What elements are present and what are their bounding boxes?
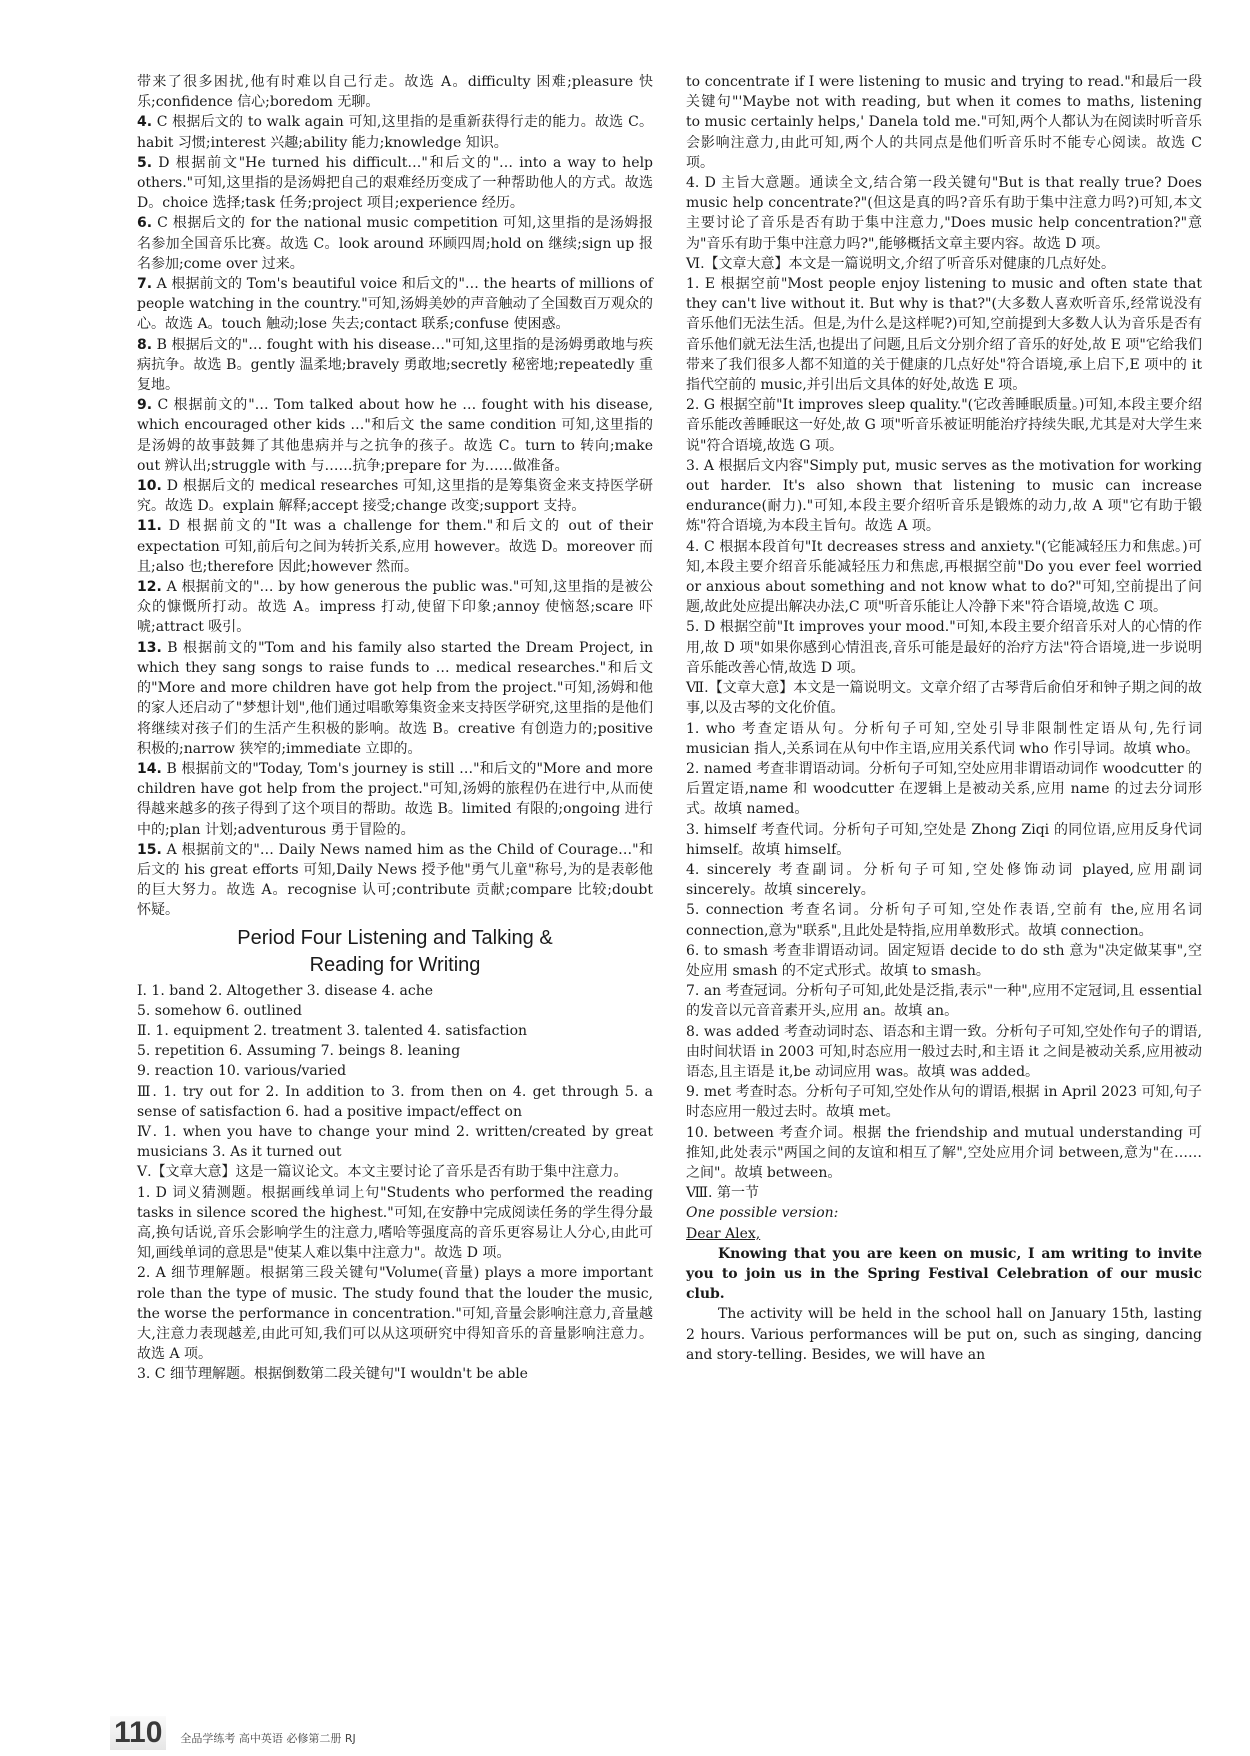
answer-text: Ⅴ.【文章大意】这是一篇议论文。本文主要讨论了音乐是否有助于集中注意力。 — [137, 1164, 628, 1181]
answer-text: 4. sincerely 考查副词。分析句子可知,空处修饰动词 played,应用副词 sincerely。故填 sincerely。 — [686, 861, 1202, 899]
footer-text: 全品学练考 高中英语 必修第二册 RJ — [180, 1732, 356, 1745]
item-number: 6. — [137, 215, 153, 232]
answer-text: 2. A 细节理解题。根据第三段关键句"Volume(音量) plays a more important role than the type of music. The study found that the louder the music, the worse the performance in concentration."可知,音量会影响注意力,音量越大,注意力表现越差,由此可知,我们可以从这项研究中得知音乐的音量影响注意力。故选 A 项。 — [137, 1265, 653, 1363]
item-number: 5. — [137, 154, 153, 171]
answer-text: 2. G 根据空前"It improves sleep quality."(它改善睡眠质量。)可知,本段主要介绍音乐能改善睡眠这一好处,故 G 项"听音乐被证明能治疗持续失眠,尤其是对大学生来说"符合语境,故选 G 项。 — [686, 397, 1202, 454]
item-number: 8. — [137, 336, 153, 353]
answer-text: 9. reaction 10. various/varied — [137, 1063, 347, 1080]
answer-paragraph — [137, 981, 653, 1001]
answer-paragraph — [686, 537, 1202, 618]
item-number: 9. — [137, 397, 153, 414]
letter-salutation: Dear Alex, — [686, 1225, 761, 1242]
item-number: 7. — [137, 276, 153, 293]
item-number: 14. — [137, 760, 162, 777]
answer-text: 5. D 根据空前"It improves your mood."可知,本段主要介绍音乐对人的心情的作用,故 D 项"如果你感到心情沮丧,音乐可能是最好的治疗方法"符合语境,进一步说明音乐能改善心情,故选 D 项。 — [686, 619, 1202, 676]
answer-paragraph — [686, 173, 1202, 254]
answer-paragraph — [137, 395, 653, 476]
answer-paragraph — [137, 213, 653, 274]
answer-paragraph — [137, 577, 653, 638]
version-label: One possible version: — [686, 1205, 839, 1222]
left-block1 — [137, 72, 653, 921]
page-footer — [110, 1716, 356, 1750]
answer-text: 3. C 细节理解题。根据倒数第二段关键句"I wouldn't be able — [137, 1366, 528, 1383]
answer-text: to concentrate if I were listening to music and trying to read."和最后一段关键句"'Maybe not with reading, but when it comes to maths, listening to music certainly helps,' Danela told me."可知,两个人都认为在阅读时听音乐会影响注意力,由此可知,两个人的共同点是他们听音乐时不能专心阅读。故选 C 项。 — [686, 74, 1202, 171]
answer-text: Ⅲ. 1. try out for 2. In addition to 3. from then on 4. get through 5. a sense of satisfaction 6. had a positive impact/effect on — [137, 1083, 653, 1120]
answer-text: 1. D 词义猜测题。根据画线单词上句"Students who performed the reading tasks in silence scored the highest."可知,在安静中完成阅读任务的学生得分最高,换句话说,音乐会影响学生的注意力,嗜哈等强度高的音乐更容易让人分心,由此可知,画线单词的意思是"使某人难以集中注意力"。故选 D 项。 — [137, 1184, 653, 1262]
item-number: 12. — [137, 579, 162, 596]
answer-paragraph — [686, 759, 1202, 820]
answer-text: B 根据后文的"… fought with his disease…"可知,这里指的是汤姆勇敢地与疾病抗争。故选 B。gently 温柔地;bravely 勇敢地;secretly 秘密地;repeatedly 重复地。 — [137, 336, 654, 394]
item-number: 10. — [137, 478, 162, 495]
answer-text: 4. C 根据本段首句"It decreases stress and anxiety."(它能减轻压力和焦虑。)可知,本段主要介绍音乐能减轻压力和焦虑,再根据空前"Do you ever feel worried or anxious about something and not know what to do?"可知,空前提出了问题,故此处应提出解决办法,C 项"听音乐能让人冷静下来"符合语境,故选 C 项。 — [686, 538, 1202, 616]
answer-paragraph — [686, 1183, 1202, 1203]
answer-text: B 根据前文的"Tom and his family also started the Dream Project, in which they sang songs to raise funds to … medical researches."和后文的"More and more children have got help from the project."可知,汤姆和他的家人还启动了"梦想计划",他们通过唱歌筹集资金来支持医学研究,这里指的是他们将继续对孩子们的生活产生积极的影响。故选 B。creative 有创造力的;positive 积极的;narrow 狭窄的;immediate 立即的。 — [137, 639, 653, 757]
answer-text: D 根据后文的 medical researches 可知,这里指的是筹集资金来支持医学研究。故选 D。explain 解释;accept 接受;change 改变;support 支持。 — [137, 478, 654, 515]
answer-paragraph — [686, 941, 1202, 981]
answer-text: Ⅵ.【文章大意】本文是一篇说明文,介绍了听音乐对健康的几点好处。 — [686, 255, 1115, 272]
right-column — [686, 72, 1202, 1365]
answer-text: 3. A 根据后文内容"Simply put, music serves as the motivation for working out harder. It's also shown that listening to music can increase endurance(耐力)."可知,本段主要介绍听音乐是锻炼的动力,故 A 项"它有助于锻炼"符合语境,为本段主旨句。故选 A 项。 — [686, 457, 1202, 535]
left-block2 — [137, 981, 653, 1385]
answer-paragraph — [686, 456, 1202, 537]
answer-paragraph — [686, 72, 1202, 173]
answer-paragraph — [686, 719, 1202, 759]
answer-paragraph — [137, 1041, 653, 1061]
item-number: 15. — [137, 841, 162, 858]
answer-text: Ⅱ. 1. equipment 2. treatment 3. talented 4. satisfaction — [137, 1022, 528, 1039]
answer-text: 8. was added 考查动词时态、语态和主谓一致。分析句子可知,空处作句子的谓语,由时间状语 in 2003 可知,时态应用一般过去时,和主语 it 之间是被动关系,应用被动语态,且主语是 it,be 动词应用 was。故填 was added。 — [686, 1023, 1202, 1080]
left-column — [137, 72, 653, 1385]
answer-text: 7. an 考查冠词。分析句子可知,此处是泛指,表示"一种",应用不定冠词,且 essential 的发音以元音音素开头,应用 an。故填 an。 — [686, 983, 1202, 1020]
letter-paragraph-2: The activity will be held in the school hall on January 15th, lasting 2 hours. Various performances will be put on, such as singing, dancing and story-telling. Besides, we will have an — [686, 1306, 1202, 1363]
answer-paragraph — [137, 1162, 653, 1182]
answer-text: 5. repetition 6. Assuming 7. beings 8. leaning — [137, 1043, 461, 1060]
answer-text: 4. D 主旨大意题。通读全文,结合第一段关键句"But is that really true? Does music help concentrate?"(但这是真的吗?音乐有助于集中注意力吗?)可知,本文主要讨论了音乐是否有助于集中注意力,"Does music help concentration?"意为"音乐有助于集中注意力吗?",能够概括文章主要内容。故选 D 项。 — [686, 175, 1202, 252]
answer-paragraph — [137, 1061, 653, 1081]
period-title-line1: Period Four Listening and Talking & — [237, 926, 553, 949]
answer-paragraph — [686, 254, 1202, 274]
answer-paragraph — [137, 1183, 653, 1264]
answer-text: Ⅶ.【文章大意】本文是一篇说明文。文章介绍了古琴背后俞伯牙和钟子期之间的故事,以及古琴的文化价值。 — [686, 680, 1202, 717]
answer-paragraph — [137, 516, 653, 577]
answer-text: Ⅰ. 1. band 2. Altogether 3. disease 4. ache — [137, 982, 434, 999]
answer-paragraph — [137, 840, 653, 921]
answer-paragraph — [137, 1082, 653, 1122]
answer-paragraph — [137, 638, 653, 759]
answer-paragraph — [686, 860, 1202, 900]
answer-text: 1. who 考查定语从句。分析句子可知,空处引导非限制性定语从句,先行词 musician 指人,关系词在从句中作主语,应用关系代词 who 作引导词。故填 who。 — [686, 720, 1202, 757]
answer-text: 5. somehow 6. outlined — [137, 1002, 302, 1019]
answer-text: A 根据前文的 Tom's beautiful voice 和后文的"… the hearts of millions of people watching in the country."可知,汤姆美妙的声音触动了全国数百万观众的心。故选 A。touch 触动;lose 失去;contact 联系;confuse 使困惑。 — [137, 276, 653, 333]
answer-paragraph — [137, 72, 653, 112]
answer-paragraph — [686, 617, 1202, 678]
answer-paragraph — [137, 1001, 653, 1021]
answer-text: 带来了很多困扰,他有时难以自己行走。故选 A。difficulty 困难;pleasure 快乐;confidence 信心;boredom 无聊。 — [137, 74, 653, 111]
answer-paragraph — [137, 1021, 653, 1041]
answer-paragraph — [137, 335, 653, 396]
answer-paragraph — [137, 274, 653, 335]
period-title-line2: Reading for Writing — [309, 953, 481, 976]
answer-paragraph — [686, 820, 1202, 860]
answer-text: Ⅷ. 第一节 — [686, 1185, 759, 1202]
answer-text: C 根据后文的 for the national music competition 可知,这里指的是汤姆报名参加全国音乐比赛。故选 C。look around 环顾四周;hold on 继续;sign up 报名参加;come over 过来。 — [137, 215, 653, 272]
answer-text: 2. named 考查非谓语动词。分析句子可知,空处应用非谓语动词作 woodcutter 的后置定语,name 和 woodcutter 在逻辑上是被动关系,应用 name 的过去分词形式。故填 named。 — [686, 760, 1202, 818]
answer-text: 5. connection 考查名词。分析句子可知,空处作表语,空前有 the,应用名词 connection,意为"联系",且此处是特指,应用单数形式。故填 connection。 — [686, 902, 1202, 939]
answer-text: C 根据后文的 to walk again 可知,这里指的是重新获得行走的能力。故选 C。habit 习惯;interest 兴趣;ability 能力;knowledge 知识。 — [137, 114, 654, 151]
answer-paragraph — [137, 112, 653, 152]
answer-text: A 根据前文的"… Daily News named him as the Child of Courage…"和后文的 his great efforts 可知,Daily News 授予他"勇气儿童"称号,为的是表彰他的巨大努力。故选 A。recognise 认可;contribute 贡献;compare 比较;doubt 怀疑。 — [137, 841, 653, 919]
answer-paragraph — [686, 1022, 1202, 1083]
answer-paragraph — [137, 476, 653, 516]
answer-paragraph — [686, 1082, 1202, 1122]
answer-paragraph — [686, 395, 1202, 456]
answer-text: B 根据前文的"Today, Tom's journey is still …"和后文的"More and more children have got help from the project."可知,汤姆的旅程仍在进行中,从而使得越来越多的孩子得到了这个项目的帮助。故选 B。limited 有限的;ongoing 进行中的;plan 计划;adventurous 勇于冒险的。 — [137, 760, 654, 838]
answer-text: 6. to smash 考查非谓语动词。固定短语 decide to do sth 意为"决定做某事",空处应用 smash 的不定式形式。故填 to smash。 — [686, 942, 1202, 979]
answer-paragraph — [137, 1263, 653, 1364]
answer-text: 3. himself 考查代词。分析句子可知,空处是 Zhong Ziqi 的同位语,应用反身代词 himself。故填 himself。 — [686, 821, 1202, 858]
item-number: 13. — [137, 639, 162, 656]
answer-text: D 根据前文"He turned his difficult…"和后文的"… into a way to help others."可知,这里指的是汤姆把自己的艰难经历变成了一种帮助他人的方式。故选 D。choice 选择;task 任务;project 项目;experience 经历。 — [137, 154, 654, 212]
right-block1 — [686, 72, 1202, 1203]
answer-paragraph — [137, 1122, 653, 1162]
answer-paragraph — [686, 981, 1202, 1021]
answer-text: 1. E 根据空前"Most people enjoy listening to music and often state that they can't live without it. But why is that?"(大多数人喜欢听音乐,经常说没有音乐他们无法生活。但是,为什么是这样呢?)可知,空前提到大多数人认为音乐是否有音乐他们就无法生活,也提出了问题,且后文分别介绍了音乐的好处,故 E 项"它给我们带来了我们很多人都不知道的关于健康的几点好处"符合语境,承上启下,E 项中的 it 指代空前的 music,并引出后文具体的好处,故选 E 项。 — [686, 276, 1202, 394]
answer-paragraph — [137, 759, 653, 840]
answer-text: A 根据前文的"… by how generous the public was."可知,这里指的是被公众的慷慨所打动。故选 A。impress 打动,使留下印象;annoy 使恼怒;scare 吓唬;attract 吸引。 — [137, 579, 654, 636]
answer-text: Ⅳ. 1. when you have to change your mind 2. written/created by great musicians 3. As it turned out — [137, 1123, 653, 1161]
answer-text: D 根据前文的"It was a challenge for them."和后文的 out of their expectation 可知,前后句之间为转折关系,应用 however。故选 D。moreover 而且;also 也;therefore 因此;however 然而。 — [137, 518, 653, 575]
page-number: 110 — [110, 1716, 166, 1750]
item-number: 4. — [137, 114, 153, 131]
answer-paragraph — [137, 1364, 653, 1384]
answer-paragraph — [686, 1123, 1202, 1184]
letter-paragraph-1: Knowing that you are keen on music, I am writing to invite you to join us in the Spring Festival Celebration of our music club. — [686, 1245, 1202, 1303]
answer-paragraph — [686, 900, 1202, 940]
period-title — [137, 925, 653, 979]
item-number: 11. — [137, 518, 162, 535]
answer-text: 10. between 考查介词。根据 the friendship and mutual understanding 可推知,此处表示"两国之间的友谊和相互了解",空处应用介词 between,意为"在……之间"。故填 between。 — [686, 1124, 1202, 1181]
answer-paragraph — [137, 153, 653, 214]
answer-paragraph — [686, 678, 1202, 718]
answer-text: C 根据前文的"… Tom talked about how he … fought with his disease, which encouraged other kids …"和后文 the same condition 可知,这里指的是汤姆的故事鼓舞了其他患病并与之抗争的孩子。故选 C。turn to 转向;make out 辨认出;struggle with 与……抗争;prepare for 为……做准备。 — [137, 397, 653, 474]
answer-paragraph — [686, 274, 1202, 395]
answer-text: 9. met 考查时态。分析句子可知,空处作从句的谓语,根据 in April 2023 可知,句子时态应用一般过去时。故填 met。 — [686, 1084, 1202, 1121]
